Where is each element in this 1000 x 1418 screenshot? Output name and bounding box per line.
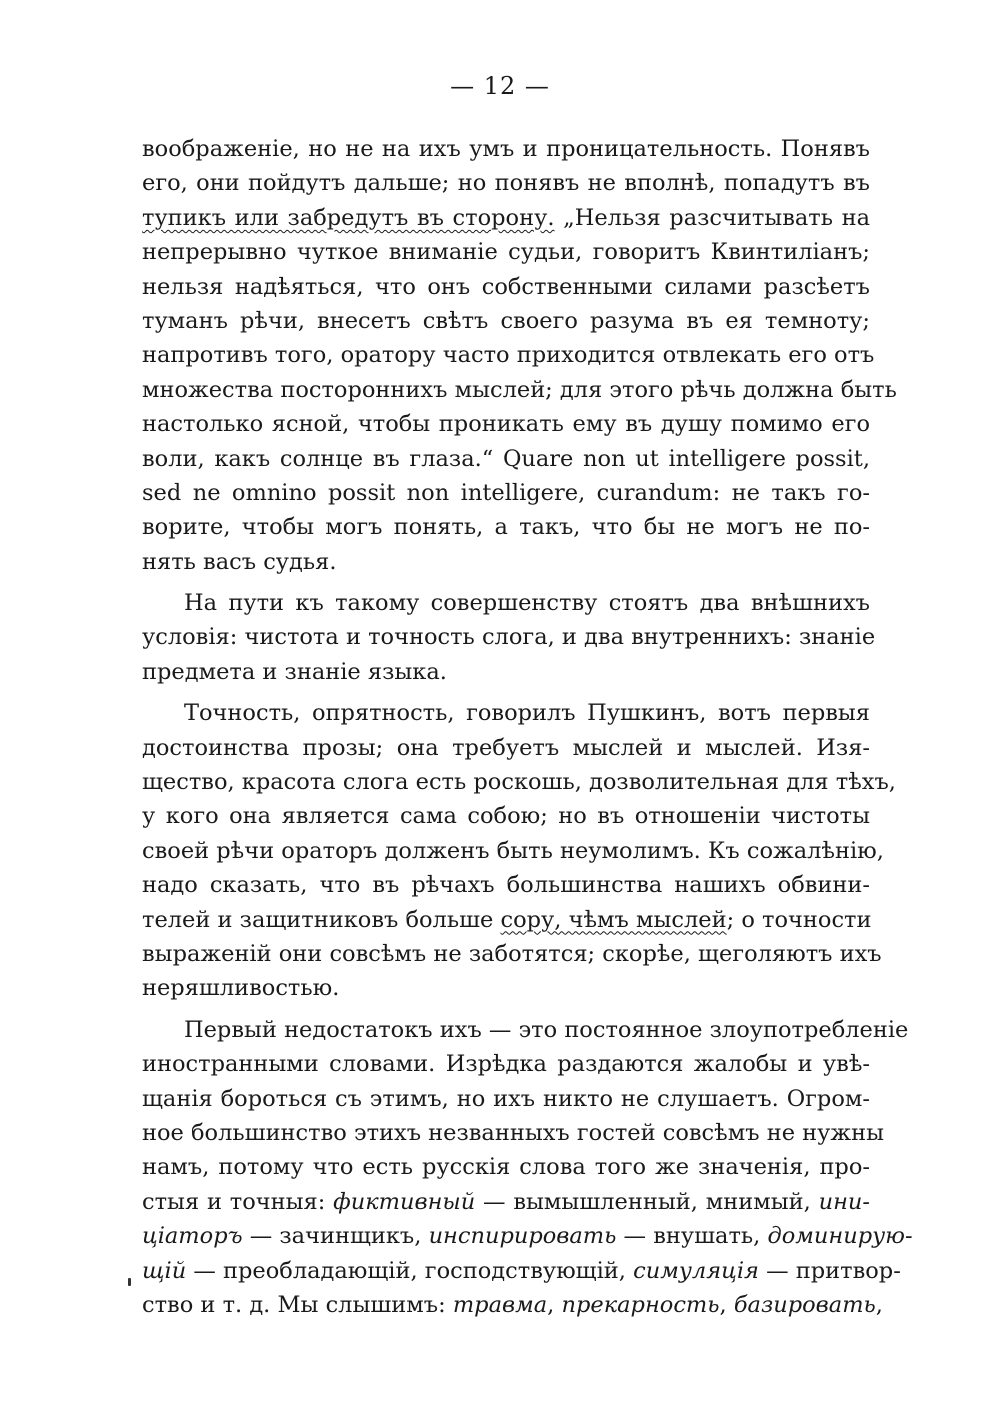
text-line: sed ne omnino possit non intelligere, curandum: не такъ го- bbox=[142, 479, 870, 506]
body-text bbox=[142, 132, 913, 1322]
italic-term: прекарность bbox=[561, 1291, 720, 1318]
text-line: воображеніе, но не на ихъ умъ и проницательность. Понявъ bbox=[142, 136, 870, 162]
text-fragment: , bbox=[719, 1291, 734, 1318]
text-line bbox=[142, 1185, 870, 1219]
text-line: непрерывно чуткое вниманіе судьи, говоритъ Квинтиліанъ; bbox=[142, 239, 870, 266]
text-line: выраженій они совсѣмъ не заботятся; скорѣе, щеголяютъ ихъ bbox=[142, 940, 882, 967]
text-fragment: , bbox=[875, 1291, 883, 1318]
italic-term: ини- bbox=[818, 1188, 870, 1215]
text-fragment: стыя и точныя: bbox=[142, 1188, 334, 1215]
text-fragment: — зачинщикъ, bbox=[242, 1223, 429, 1250]
text-line: достоинства прозы; она требуетъ мыслей и мыслей. Изя- bbox=[142, 734, 870, 761]
text-line: щество, красота слога есть роскошь, дозволительная для тѣхъ, bbox=[142, 769, 896, 796]
text-line: туманъ рѣчи, внесетъ свѣтъ своего разума въ ея темноту; bbox=[142, 307, 870, 334]
text-line: своей рѣчи ораторъ долженъ быть неумолимъ. Къ сожалѣнію, bbox=[142, 837, 884, 864]
text-line: Точность, опрятность, говорилъ Пушкинъ, вотъ первыя bbox=[184, 700, 870, 727]
text-line: воли, какъ солнце въ глаза.“ Quare non ut intelligere possit, bbox=[142, 445, 870, 472]
underlined-phrase: сору, чѣмъ мыслей bbox=[500, 906, 727, 933]
italic-term: симуляція bbox=[633, 1257, 759, 1284]
text-fragment: — преобладающій, господствующій, bbox=[186, 1257, 634, 1284]
text-line bbox=[142, 903, 870, 937]
text-fragment: ; о точности bbox=[726, 906, 872, 933]
italic-term: ціаторъ bbox=[142, 1223, 243, 1250]
text-line: щанія бороться съ этимъ, но ихъ никто не слушаетъ. Огром- bbox=[142, 1085, 870, 1112]
text-fragment: телей и защитниковъ больше bbox=[142, 906, 501, 933]
italic-term: щій bbox=[142, 1257, 187, 1284]
text-line: неряшливостью. bbox=[142, 975, 340, 1002]
text-line: напротивъ того, оратору часто приходится отвлекать его отъ bbox=[142, 342, 875, 369]
text-fragment: „Нельзя разсчитывать на bbox=[554, 204, 871, 231]
text-line: надо сказать, что въ рѣчахъ большинства нашихъ обвини- bbox=[142, 872, 870, 899]
text-line: множества постороннихъ мыслей; для этого рѣчь должна быть bbox=[142, 376, 897, 403]
text-line: нельзя надѣяться, что онъ собственными силами разсѣетъ bbox=[142, 273, 870, 300]
text-line bbox=[142, 1254, 901, 1288]
text-line: Первый недостатокъ ихъ — это постоянное злоупотребленіе bbox=[184, 1016, 909, 1043]
italic-term: инспирировать bbox=[428, 1223, 617, 1250]
text-line: у кого она является сама собою; но въ отношеніи чистоты bbox=[142, 803, 870, 830]
text-fragment: — внушать, bbox=[616, 1223, 768, 1250]
text-line: На пути къ такому совершенству стоятъ два внѣшнихъ bbox=[184, 590, 870, 617]
italic-term: фиктивный bbox=[333, 1188, 476, 1215]
text-fragment: ство и т. д. Мы слышимъ: bbox=[142, 1291, 453, 1318]
page-number: — 12 — bbox=[450, 72, 550, 100]
text-fragment: — вымышленный, мнимый, bbox=[475, 1188, 819, 1215]
text-line: иностранными словами. Изрѣдка раздаются жалобы и увѣ- bbox=[142, 1051, 870, 1078]
text-fragment: , bbox=[547, 1291, 562, 1318]
italic-term: травма bbox=[452, 1291, 548, 1318]
scan-speck bbox=[128, 1278, 131, 1286]
italic-term: доминирую- bbox=[767, 1223, 913, 1250]
text-line: нять васъ судья. bbox=[142, 548, 337, 575]
text-line: условія: чистота и точность слога, и два внутреннихъ: знаніе bbox=[142, 624, 876, 651]
text-fragment: — притвор- bbox=[758, 1257, 901, 1284]
text-line: ворите, чтобы могъ понять, а такъ, что бы не могъ не по- bbox=[142, 514, 870, 541]
underlined-phrase: тупикъ или забредутъ въ сторону. bbox=[142, 204, 555, 231]
text-line bbox=[142, 1288, 883, 1322]
text-line: настолько ясной, чтобы проникать ему въ душу помимо его bbox=[142, 411, 870, 438]
text-line: намъ, потому что есть русскія слова того же значенія, про- bbox=[142, 1154, 870, 1181]
italic-term: базировать bbox=[733, 1291, 876, 1318]
text-line: ное большинство этихъ незванныхъ гостей совсѣмъ не нужны bbox=[142, 1119, 884, 1146]
text-line: его, они пойдутъ дальше; но понявъ не вполнѣ, попадутъ въ bbox=[142, 170, 870, 197]
text-line: предмета и знаніе языка. bbox=[142, 658, 447, 685]
text-line bbox=[142, 1219, 913, 1253]
text-line bbox=[142, 201, 870, 235]
